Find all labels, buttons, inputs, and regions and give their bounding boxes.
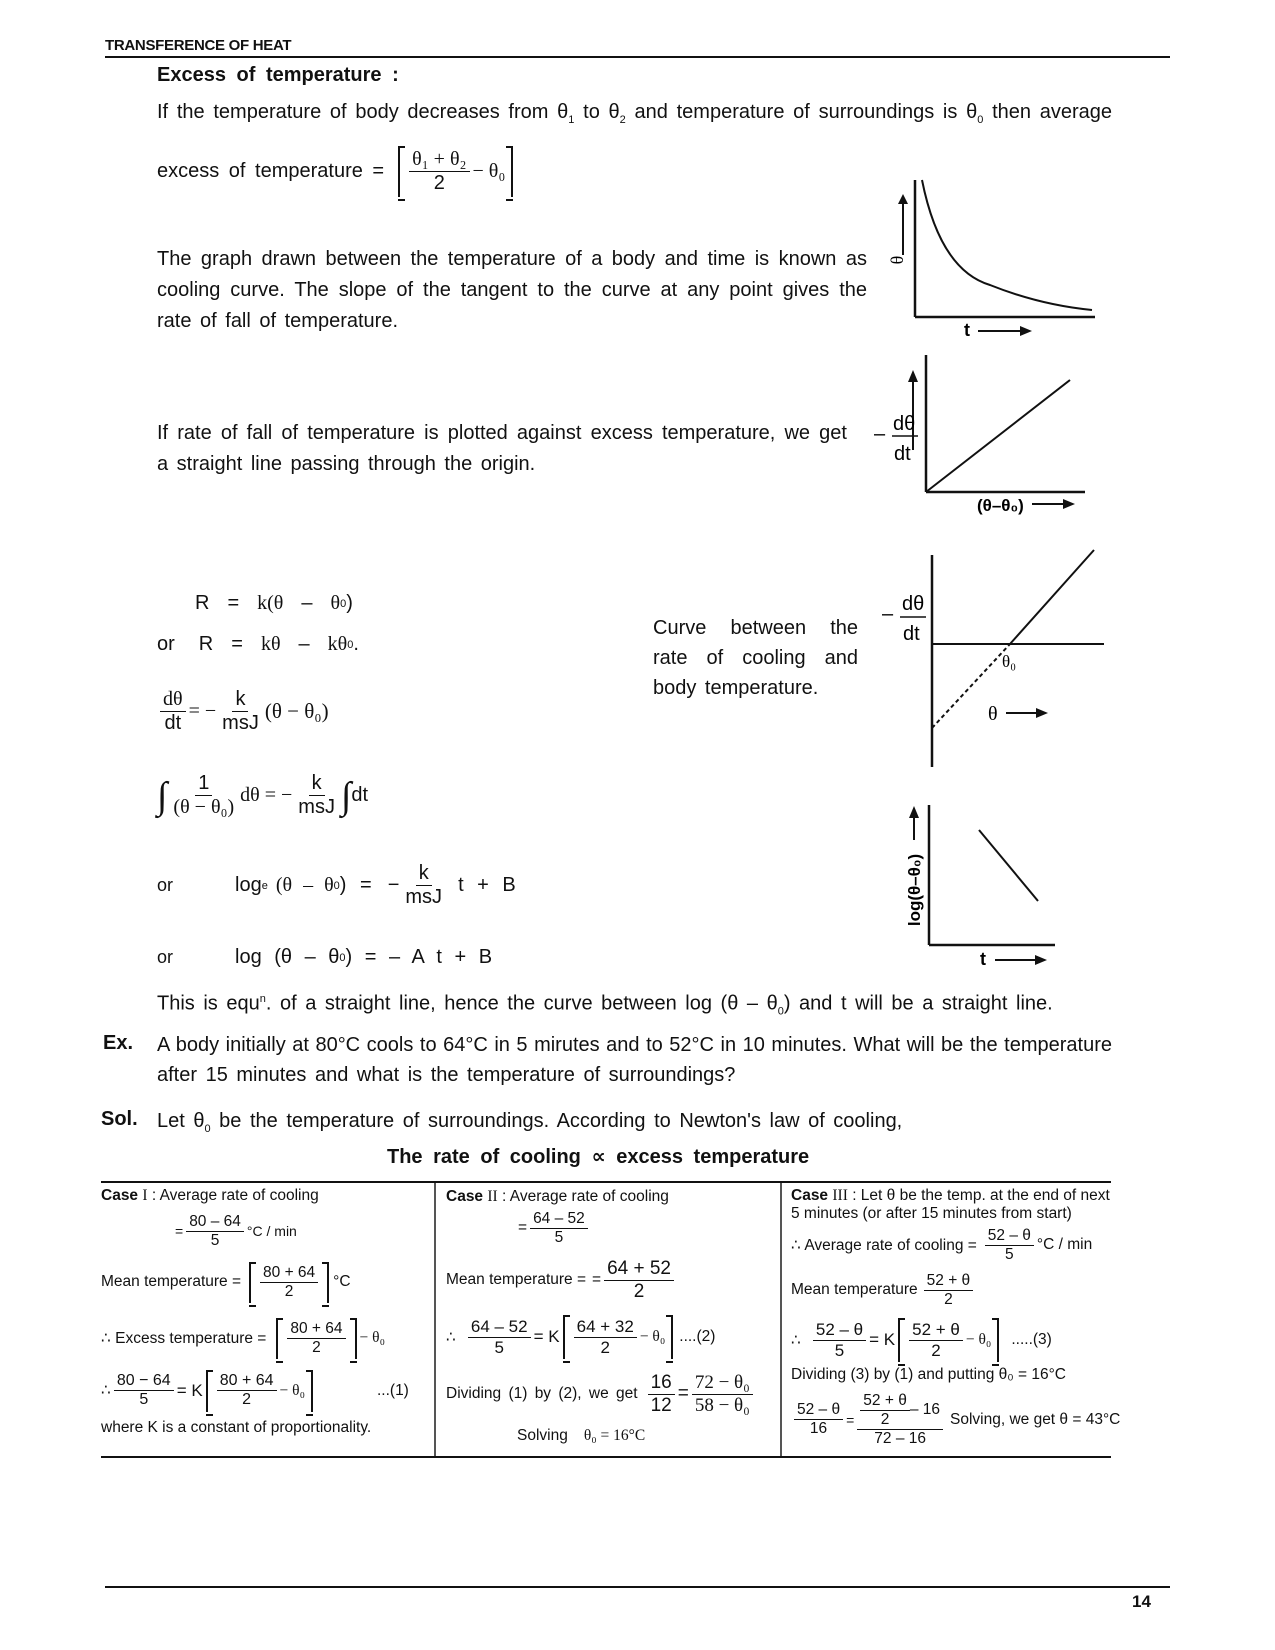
formula-label: excess of temperature = — [157, 160, 385, 182]
running-header: TRANSFERENCE OF HEAT — [105, 37, 292, 54]
bracket-group: $\frac{\text{θ₁ + θ₂}}{2}$ − θ₀ — [398, 146, 513, 197]
solution-label: Sol. — [101, 1108, 138, 1130]
case-3-final: $\frac{52 - \theta}{16}$ = $\frac{52 + \theta}{2}$ – 16 72 – 16 Solving, we get θ = 43°C — [791, 1392, 1120, 1447]
intro-text: to θ — [574, 101, 620, 123]
case-1-mean: Mean temperature = $\frac{80 + 64}{2}$ °C — [101, 1262, 351, 1303]
header-rule — [105, 56, 1170, 58]
subscript: 1 — [568, 114, 575, 126]
svg-text:θ₀: θ₀ — [1002, 652, 1017, 671]
rate-vs-body-temp-figure — [870, 545, 1130, 775]
svg-text:–: – — [874, 423, 886, 445]
equation-5: or log e (θ – θ 0 ) = − $\frac{k}{\text{msJ}}$ t + B — [157, 862, 516, 908]
example-line-2: after 15 minutes and what is the temperature of surroundings? — [157, 1064, 736, 1086]
equation-1: R = k(θ – θ 0 ) — [195, 592, 353, 614]
solution-intro: Let $\theta_0$ be the temperature of surroundings. According to Newton's law of cooling, — [157, 1110, 903, 1135]
fraction: $\frac{k}{\text{msJ}}$ — [222, 688, 259, 734]
case-1-equation: ∴ $\frac{80 - 64}{5}$ = K $\frac{80 + 64}{2}$ − θ₀ ...(1) — [101, 1370, 409, 1412]
case-1-title: Case I : Average rate of cooling — [101, 1187, 319, 1204]
column-divider — [780, 1183, 782, 1456]
rate-paragraph: If rate of fall of temperature is plotted against excess temperature, we get a straight line passing through the origin. — [157, 422, 847, 475]
case-2-mean: Mean temperature = = $\frac{64 + 52}{2}$ — [446, 1258, 677, 1303]
svg-text:–: – — [882, 603, 894, 625]
subscript: 2 — [619, 114, 626, 126]
svg-text:θ: θ — [988, 703, 998, 725]
cooling-curve-figure — [880, 170, 1130, 345]
svg-text:dt: dt — [903, 623, 920, 645]
fraction: $\frac{k}{\text{msJ}}$ — [405, 862, 443, 908]
case-2-divide: Dividing (1) by (2), we get $\frac{16}{12}$ = $\frac{\text{72 − θ₀}}{\text{58 − θ₀}}$ — [446, 1372, 756, 1417]
intro-text: and temperature of surroundings is θ — [625, 101, 978, 123]
figure-caption: Curve between the rate of cooling and body temperature. — [653, 617, 858, 699]
case-2-equation: ∴ $\frac{64 - 52}{5}$ = K $\frac{64 + 32}{2}$ − θ₀ ....(2) — [446, 1315, 715, 1359]
case-3-mean: Mean temperature $\frac{52 + \theta}{2}$ — [791, 1272, 976, 1309]
fraction: $\frac{1}{\text{(θ − θ₀)}}$ — [173, 772, 235, 818]
table-bottom-rule — [101, 1456, 1111, 1458]
table-top-rule — [101, 1181, 1111, 1183]
case-2-solution: Solving θ₀ = 16°C — [517, 1427, 646, 1444]
case-3-equation: ∴ $\frac{52 - \theta}{5}$ = K $\frac{52 + \theta}{2}$ − θ₀ .....(3) — [791, 1318, 1052, 1362]
svg-text:t: t — [964, 320, 970, 340]
equation-6: or log (θ – θ 0 ) = – A t + B — [157, 946, 493, 968]
case-3-rate: ∴ Average rate of cooling = $\frac{52 - \theta}{5}$ °C / min — [791, 1227, 1093, 1263]
case-2-rate: = $\frac{64 - 52}{5}$ — [518, 1210, 591, 1247]
svg-text:t: t — [980, 949, 986, 969]
equation-4-integral: ∫ $\frac{1}{\text{(θ − θ₀)}}$ dθ = − $\frac{k}{\text{msJ}}$ ∫ dt — [157, 772, 369, 818]
case-2-title: Case II : Average rate of cooling — [446, 1188, 669, 1205]
fraction: $\frac{\text{θ₁ + θ₂}}{2}$ — [409, 148, 469, 195]
intro-text: If the temperature of body decreases from θ — [157, 101, 569, 123]
log-plot-figure — [895, 800, 1115, 975]
svg-text:(θ–θ₀): (θ–θ₀) — [977, 496, 1024, 515]
fraction: $\frac{d\theta}{dt}$ — [160, 688, 186, 735]
equation-2: or R = kθ – kθ 0 . — [157, 633, 359, 655]
equation-3: $\frac{d\theta}{dt}$ = − $\frac{k}{\text{msJ}}$ (θ − θ₀) — [157, 688, 329, 735]
page-number: 14 — [1132, 1592, 1151, 1611]
fraction: $\frac{k}{\text{msJ}}$ — [298, 772, 335, 818]
svg-text:θ: θ — [887, 255, 907, 265]
column-divider — [434, 1183, 436, 1456]
excess-formula — [157, 146, 513, 197]
subscript: 0 — [977, 114, 984, 126]
svg-text:dt: dt — [894, 443, 911, 465]
case-1-excess: ∴ Excess temperature = $\frac{80 + 64}{2}$ − θ₀ — [101, 1318, 385, 1359]
section-heading: Excess of temperature : — [157, 64, 399, 86]
svg-text:dθ: dθ — [893, 413, 916, 435]
cooling-curve-paragraph: The graph drawn between the temperature of a body and time is known as cooling curve. The slope of the tangent to the curve at any point gives the rate of fall of temperature. — [157, 248, 867, 332]
intro-text: then average — [983, 101, 1112, 123]
footer-rule — [105, 1586, 1170, 1588]
case-3-divide: Dividing (3) by (1) and putting θ₀ = 16°C — [791, 1366, 1066, 1383]
conclusion-line: This is equ$^n$. of a straight line, hence the curve between $\log (\theta - \theta_0)$ and t will be a straight line. — [157, 992, 1053, 1018]
example-label: Ex. — [103, 1032, 134, 1054]
svg-text:log(θ–θ₀): log(θ–θ₀) — [905, 853, 924, 927]
svg-text:dθ: dθ — [902, 593, 925, 615]
rate-vs-excess-figure — [870, 350, 1110, 520]
intro-paragraph — [157, 97, 1112, 136]
case-1-rate: = $\frac{80 - 64}{5}$ °C / min — [175, 1213, 297, 1249]
example-line-1: A body initially at 80°C cools to 64°C in 5 mirutes and to 52°C in 10 minutes. What will be the temperature — [157, 1034, 1112, 1056]
law-statement: The rate of cooling ∝ excess temperature — [387, 1146, 810, 1168]
case-3-title: Case III : Let θ be the temp. at the end of next 5 minutes (or after 15 minutes from start) — [791, 1187, 1110, 1222]
case-1-note: where K is a constant of proportionality. — [101, 1419, 372, 1436]
